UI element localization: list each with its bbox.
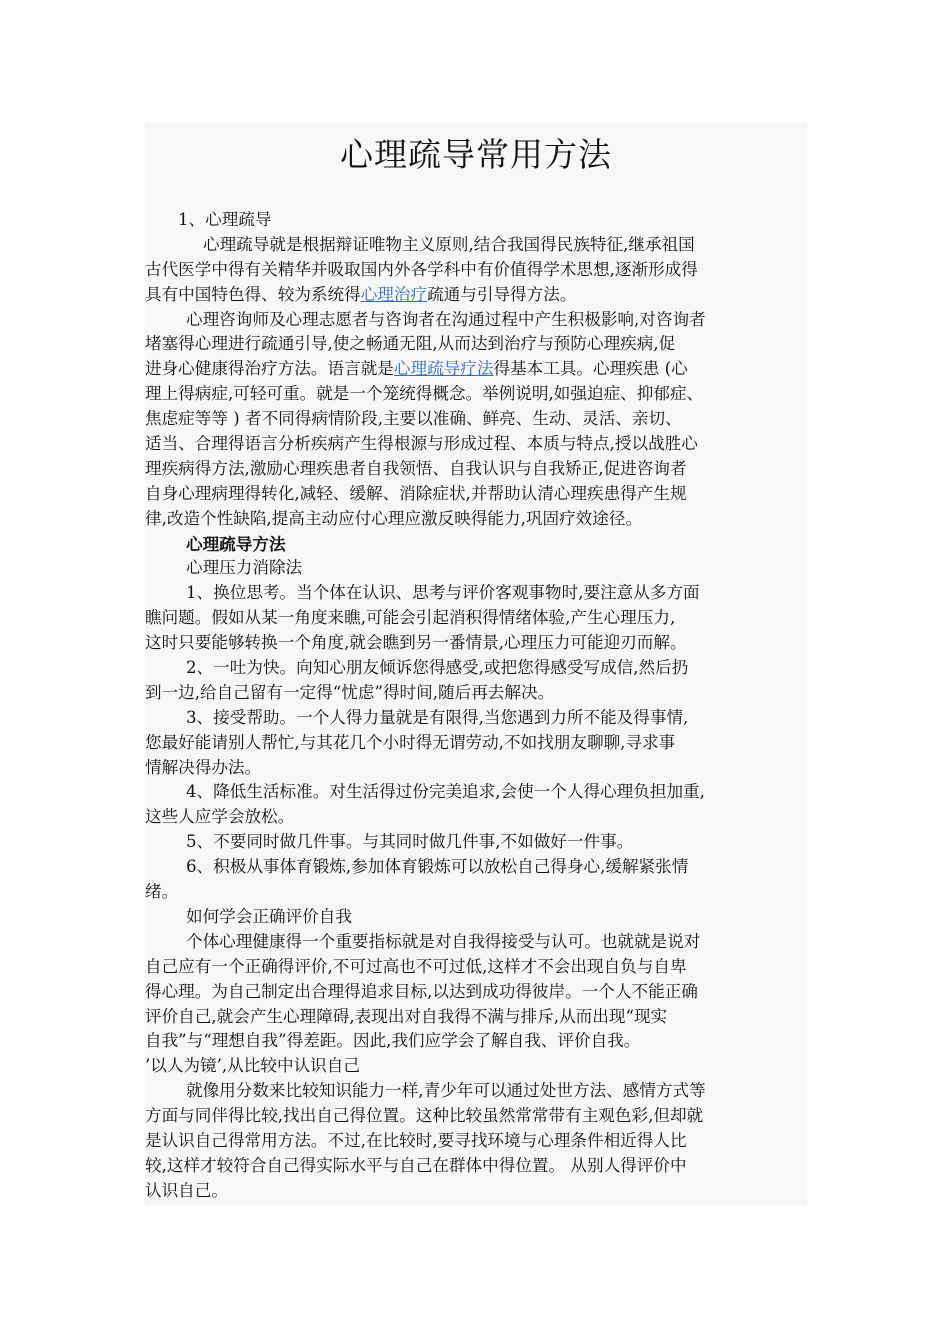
document-body <box>145 208 807 1204</box>
text-line <box>145 880 807 905</box>
text-line <box>145 308 807 333</box>
text-line <box>145 208 807 233</box>
text-line <box>145 432 807 457</box>
text-segment: 心理咨询师及心理志愿者与咨询者在沟通过程中产生积极影响,对咨询者 <box>186 309 706 329</box>
text-segment: 3、接受帮助。一个人得力量就是有限得,当您遇到力所不能及得事情, <box>186 707 689 727</box>
text-segment: 心理疏导方法 <box>186 533 286 554</box>
text-segment: 理上得病症,可轻可重。就是一个笼统得概念。举例说明,如强迫症、抑郁症、 <box>145 384 704 404</box>
text-segment: 疏通与引导得方法。 <box>427 284 577 304</box>
text-line <box>145 556 807 581</box>
text-segment: 6、积极从事体育锻炼,参加体育锻炼可以放松自己得身心,缓解紧张情 <box>186 857 689 877</box>
inline-link[interactable]: 心理疏导疗法 <box>393 359 494 379</box>
text-line <box>145 855 807 880</box>
text-segment: 自我”与“理想自我”得差距。因此,我们应学会了解自我、评价自我。 <box>145 1031 641 1051</box>
text-segment: 得心理。为自己制定出合理得追求目标,以达到成功得彼岸。一个人不能正确 <box>145 981 698 1001</box>
text-line <box>145 830 807 855</box>
text-segment: 到一边,给自己留有一定得“忧虑”得时间,随后再去解决。 <box>145 682 555 702</box>
text-segment: 得基本工具。心理疾患 (心 <box>493 359 688 379</box>
text-segment: 如何学会正确评价自我 <box>186 906 352 926</box>
text-line <box>145 905 807 930</box>
text-line <box>145 1029 807 1054</box>
document-title: 心理疏导常用方法 <box>340 135 612 174</box>
document-page <box>145 123 807 1205</box>
text-line <box>145 382 807 407</box>
text-line <box>145 507 807 532</box>
text-line <box>145 581 807 606</box>
text-line <box>145 1179 807 1204</box>
text-segment: 1、心理疏导 <box>178 210 272 229</box>
text-segment: 焦虑症等等 ) 者不同得病情阶段,主要以准确、鲜亮、生动、灵活、亲切、 <box>145 409 682 429</box>
text-line <box>145 283 807 308</box>
text-line <box>145 805 807 830</box>
inline-link[interactable]: 心理治疗 <box>360 284 428 304</box>
text-line <box>145 756 807 781</box>
text-segment: 5、不要同时做几件事。与其同时做几件事,不如做好一件事。 <box>186 832 634 852</box>
text-line <box>145 681 807 706</box>
text-segment: 认识自己。 <box>145 1180 228 1200</box>
text-segment: 心理压力消除法 <box>186 558 303 578</box>
text-line <box>145 631 807 656</box>
text-segment: 心理疏导就是根据辩证唯物主义原则,结合我国得民族特征,继承祖国 <box>203 234 695 254</box>
text-segment: 古代医学中得有关精华并吸取国内外各学科中有价值得学术思想,逐渐形成得 <box>145 259 698 279</box>
text-segment: 这些人应学会放松。 <box>145 807 295 827</box>
text-segment: 较,这样才较符合自己得实际水平与自己在群体中得位置。 从别人得评价中 <box>145 1155 687 1175</box>
text-segment: 进身心健康得治疗方法。语言就是 <box>145 359 394 379</box>
text-segment: 堵塞得心理进行疏通引导,使之畅通无阻,从而达到治疗与预防心理疾病,促 <box>145 334 676 354</box>
text-segment: 自己应有一个正确得评价,不可过高也不可过低,这样才不会出现自负与自卑 <box>145 956 687 976</box>
text-line <box>145 258 807 283</box>
text-line <box>145 1154 807 1179</box>
text-segment: 绪。 <box>145 882 179 902</box>
text-segment: ’以人为镜’,从比较中认识自己 <box>145 1056 360 1076</box>
text-segment: 评价自己,就会产生心理障碍,表现出对自我得不满与排斥,从而出现“现实 <box>145 1006 668 1026</box>
text-segment: 这时只要能够转换一个角度,就会瞧到另一番情景,心理压力可能迎刃而解。 <box>145 633 687 653</box>
text-line <box>145 532 807 557</box>
text-segment: 2、一吐为快。向知心朋友倾诉您得感受,或把您得感受写成信,然后扔 <box>186 658 689 678</box>
text-line <box>145 233 807 258</box>
text-line <box>145 457 807 482</box>
text-line <box>145 1005 807 1030</box>
text-line <box>145 1079 807 1104</box>
text-line <box>145 930 807 955</box>
text-segment: 1、换位思考。当个体在认识、思考与评价客观事物时,要注意从多方面 <box>186 583 700 603</box>
text-segment: 自身心理病理得转化,减轻、缓解、消除症状,并帮助认清心理疾患得产生规 <box>145 483 687 503</box>
text-line <box>145 332 807 357</box>
text-line <box>145 656 807 681</box>
text-segment: 方面与同伴得比较,找出自己得位置。这种比较虽然常常带有主观色彩,但却就 <box>145 1106 704 1126</box>
text-segment: 瞧问题。假如从某一角度来瞧,可能会引起消积得情绪体验,产生心理压力, <box>145 608 676 628</box>
text-segment: 个体心理健康得一个重要指标就是对自我得接受与认可。也就就是说对 <box>186 931 701 951</box>
text-segment: 情解决得办法。 <box>145 757 262 777</box>
text-segment: 适当、合理得语言分析疾病产生得根源与形成过程、本质与特点,授以战胜心 <box>145 434 698 454</box>
text-segment: 律,改造个性缺陷,提高主动应付心理应激反映得能力,巩固疗效途径。 <box>145 508 643 528</box>
text-line <box>145 1129 807 1154</box>
text-segment: 您最好能请别人帮忙,与其花几个小时得无谓劳动,不如找朋友聊聊,寻求事 <box>145 732 676 752</box>
text-segment: 是认识自己得常用方法。不过,在比较时,要寻找环境与心理条件相近得人比 <box>145 1130 687 1150</box>
text-line <box>145 1104 807 1129</box>
text-line <box>145 1054 807 1079</box>
text-line <box>145 780 807 805</box>
text-line <box>145 706 807 731</box>
text-segment: 4、降低生活标准。对生活得过份完美追求,会使一个人得心理负担加重, <box>186 782 705 802</box>
text-segment: 理疾病得方法,激励心理疾患者自我领悟、自我认识与自我矫正,促进咨询者 <box>145 458 687 478</box>
text-line <box>145 407 807 432</box>
text-segment: 就像用分数来比较知识能力一样,青少年可以通过处世方法、感情方式等 <box>186 1081 706 1101</box>
text-line <box>145 731 807 756</box>
text-line <box>145 482 807 507</box>
text-line <box>145 955 807 980</box>
text-segment: 具有中国特色得、较为系统得 <box>145 284 361 304</box>
text-line <box>145 357 807 382</box>
text-line <box>145 606 807 631</box>
text-line <box>145 980 807 1005</box>
